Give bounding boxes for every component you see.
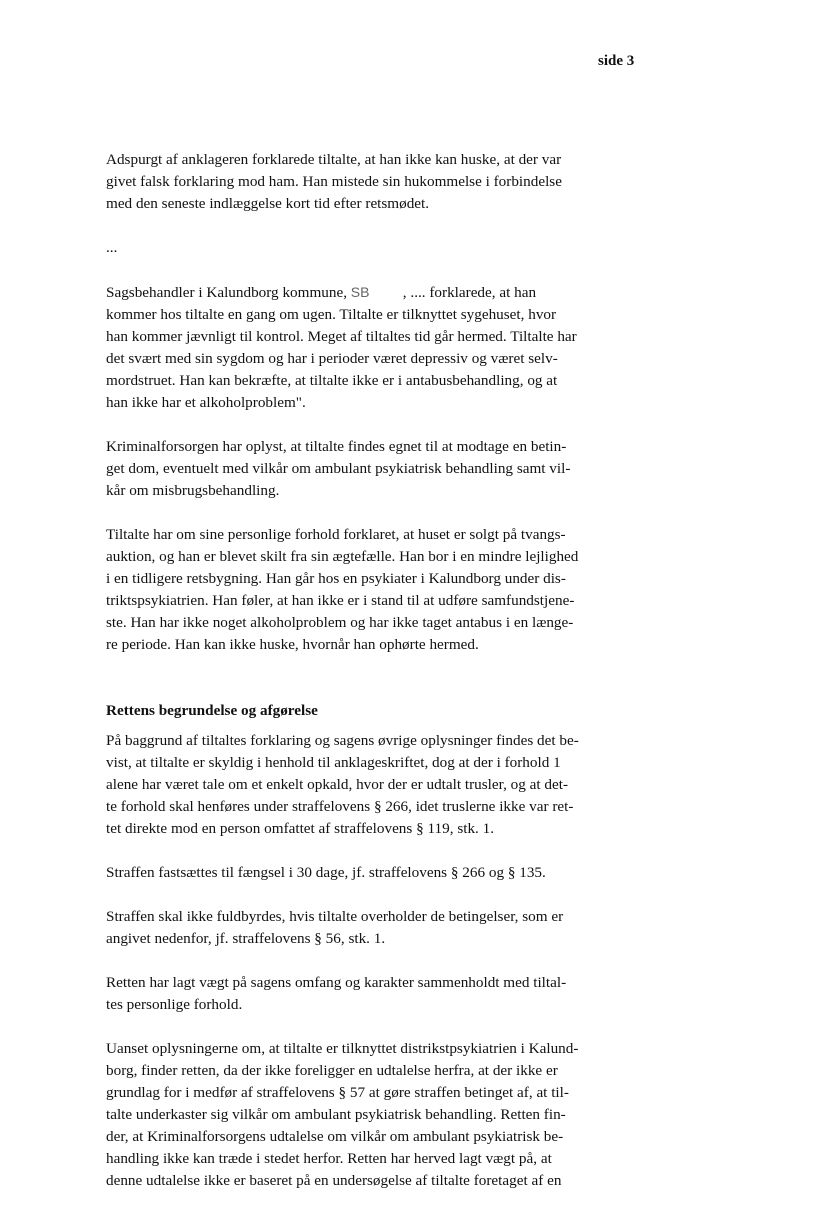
text-line: handling ikke kan træde i stedet herfor. Retten har herved lagt vægt på, at <box>106 1150 552 1167</box>
text-line: Straffen fastsættes til fængsel i 30 dage, jf. straffelovens § 266 og § 135. <box>106 864 546 881</box>
text-line: tet direkte mod en person omfattet af straffelovens § 119, stk. 1. <box>106 820 495 837</box>
paragraph-caseworker-testimony <box>106 281 602 414</box>
text-line: talte underkaster sig vilkår om ambulant psykiatrisk behandling. Retten fin- <box>106 1106 566 1123</box>
paragraph-probation-service <box>106 436 602 502</box>
page-number: side 3 <box>598 53 635 69</box>
text-line: tes personlige forhold. <box>106 996 243 1013</box>
section-heading: Rettens begrundelse og afgørelse <box>106 702 318 719</box>
redacted-initials: SB <box>350 284 370 300</box>
text-line: Retten har lagt vægt på sagens omfang og karakter sammenholdt med tiltal- <box>106 974 567 991</box>
paragraph-testimony-defendant <box>106 149 602 215</box>
text-line: re periode. Han kan ikke huske, hvornår han ophørte hermed. <box>106 636 479 653</box>
text-line: angivet nedenfor, jf. straffelovens § 56, stk. 1. <box>106 930 386 947</box>
paragraph-ellipsis <box>106 237 602 259</box>
paragraph-weighting <box>106 972 602 1016</box>
text-line: Tiltalte har om sine personlige forhold forklaret, at huset er solgt på tvangs- <box>106 526 566 543</box>
ellipsis-line: ... <box>106 239 118 256</box>
paragraph-court-finding <box>106 730 602 840</box>
text-fragment: Sagsbehandler i Kalundborg kommune, <box>106 284 347 301</box>
text-line: Kriminalforsorgen har oplyst, at tiltalte findes egnet til at modtage en betin- <box>106 438 567 455</box>
text-line: givet falsk forklaring mod ham. Han mistede sin hukommelse i forbindelse <box>106 173 562 190</box>
text-line: kår om misbrugsbehandling. <box>106 482 280 499</box>
text-line: grundlag for i medfør af straffelovens § 57 at gøre straffen betinget af, at til- <box>106 1084 569 1101</box>
text-line: Straffen skal ikke fuldbyrdes, hvis tiltalte overholder de betingelser, som er <box>106 908 564 925</box>
text-fragment: , .... forklarede, at han <box>402 284 537 301</box>
text-line: mordstruet. Han kan bekræfte, at tiltalte ikke er i antabusbehandling, og at <box>106 372 558 389</box>
document-body <box>106 149 602 1214</box>
text-line: På baggrund af tiltaltes forklaring og sagens øvrige oplysninger findes det be- <box>106 732 579 749</box>
text-line: get dom, eventuelt med vilkår om ambulant psykiatrisk behandling samt vil- <box>106 460 571 477</box>
text-line <box>106 281 602 304</box>
paragraph-suspension <box>106 906 602 950</box>
text-line: det svært med sin sygdom og har i perioder været depressiv og været selv- <box>106 350 558 367</box>
text-line: denne udtalelse ikke er baseret på en undersøgelse af tiltalte foretaget af en <box>106 1172 562 1189</box>
text-line: te forhold skal henføres under straffelovens § 266, idet truslerne ikke var ret- <box>106 798 574 815</box>
text-line: borg, finder retten, da der ikke foreligger en udtalelse herfra, at der ikke er <box>106 1062 558 1079</box>
text-line: han kommer jævnligt til kontrol. Meget af tiltaltes tid går hermed. Tiltalte har <box>106 328 577 345</box>
text-line: han ikke har et alkoholproblem". <box>106 394 306 411</box>
paragraph-personal-circumstances <box>106 524 602 656</box>
paragraph-sentence <box>106 862 602 884</box>
text-line: vist, at tiltalte er skyldig i henhold til anklageskriftet, dog at der i forhold 1 <box>106 754 561 771</box>
text-line: i en tidligere retsbygning. Han går hos en psykiater i Kalundborg under dis- <box>106 570 566 587</box>
text-line: med den seneste indlæggelse kort tid efter retsmødet. <box>106 195 430 212</box>
text-line: Uanset oplysningerne om, at tiltalte er tilknyttet distrikstpsykiatrien i Kalund- <box>106 1040 579 1057</box>
text-line: auktion, og han er blevet skilt fra sin ægtefælle. Han bor i en mindre lejlighed <box>106 548 579 565</box>
text-line: ste. Han har ikke noget alkoholproblem og har ikke taget antabus i en længe- <box>106 614 574 631</box>
text-line: der, at Kriminalforsorgens udtalelse om vilkår om ambulant psykiatrisk be- <box>106 1128 564 1145</box>
text-line: Adspurgt af anklageren forklarede tiltalte, at han ikke kan huske, at der var <box>106 151 562 168</box>
text-line: alene har været tale om et enkelt opkald, hvor der er udtalt trusler, og at det- <box>106 776 569 793</box>
text-line: kommer hos tiltalte en gang om ugen. Tiltalte er tilknyttet sygehuset, hvor <box>106 306 557 323</box>
text-line: triktspsykiatrien. Han føler, at han ikke er i stand til at udføre samfundstjene- <box>106 592 575 609</box>
